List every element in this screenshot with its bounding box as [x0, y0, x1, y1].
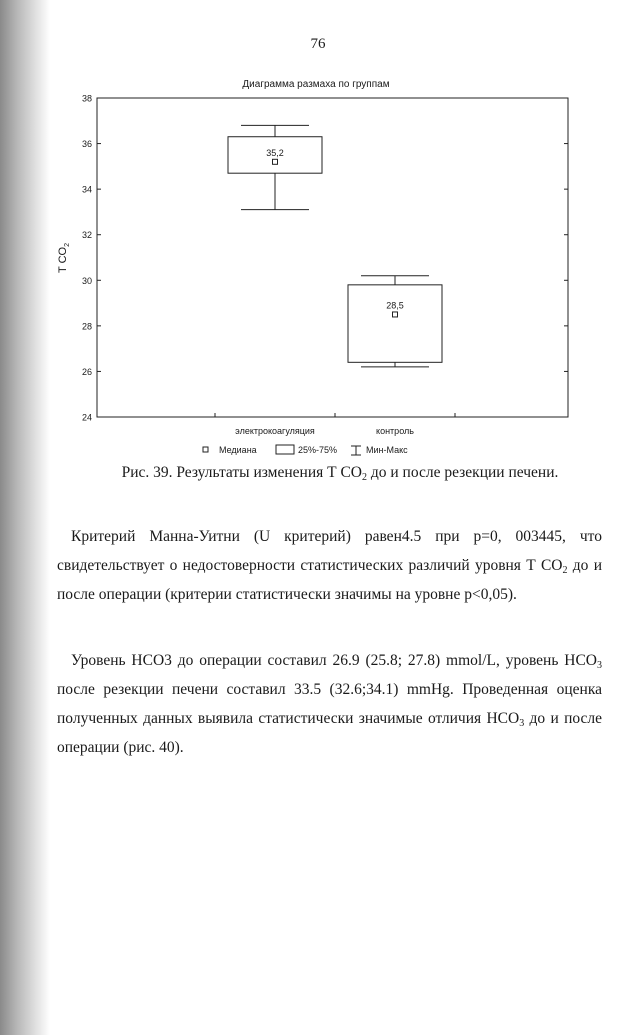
chart-title: Диаграмма размаха по группам — [242, 79, 390, 90]
y-axis-label-subscript: 2 — [64, 243, 71, 247]
plot-frame — [97, 98, 568, 417]
legend-median-label: Медиана — [219, 445, 257, 455]
legend-median-marker — [203, 447, 208, 452]
iqr-box — [348, 285, 442, 362]
median-label: 35,2 — [266, 147, 284, 158]
x-tick-label: контроль — [376, 426, 414, 436]
box-series — [228, 125, 442, 367]
legend-box-swatch — [276, 445, 294, 454]
y-tick-label: 32 — [81, 230, 92, 241]
box-1 — [228, 125, 322, 209]
y-tick-label: 30 — [81, 275, 92, 286]
median-marker — [273, 159, 278, 164]
y-tick-label: 24 — [81, 412, 92, 423]
box-plot-chart — [0, 70, 636, 462]
figure-caption: Рис. 39. Результаты изменения Т $CO_2$ до и после резекции печени. — [121, 464, 559, 483]
legend-whisker-icon — [351, 446, 361, 455]
y-tick-label: 34 — [81, 184, 92, 195]
y-tick-label: 38 — [81, 93, 92, 104]
legend-box-label: 25%-75% — [298, 445, 338, 455]
paragraph-mann-whitney: Критерий Манна-Уитни (U критерий) равен4.5 при р=0, 003445, что свидетельствует о недостоверности статистических различий уровня Т $CO_2$ до и после операции (критерии статистически значимы на уровне p<0,05). — [57, 528, 602, 603]
legend-whisker-label: Мин-Макс — [366, 445, 408, 455]
y-tick-label: 28 — [81, 321, 92, 332]
median-label: 28,5 — [386, 300, 404, 311]
legend — [203, 445, 408, 455]
y-axis — [82, 94, 568, 423]
x-axis — [215, 413, 455, 436]
median-marker — [393, 312, 398, 317]
box-2 — [348, 276, 442, 367]
y-tick-label: 36 — [81, 139, 92, 150]
page-number: 76 — [310, 36, 326, 52]
y-tick-label: 26 — [81, 366, 92, 377]
y-axis-label: T $CO_2$ — [57, 243, 71, 273]
paragraph-hco3: Уровень НСО3 до операции составил 26.9 (25.8; 27.8) mmol/L, уровень $НСО_3$ после резекции печени составил 33.5 (32.6;34.1) mmHg. Проведенная оценка полученных данных выявила статистически значимые отличия $НСО_3$ до и после операции (рис. 40). — [57, 652, 603, 756]
x-tick-label: электрокоагуляция — [235, 426, 315, 436]
